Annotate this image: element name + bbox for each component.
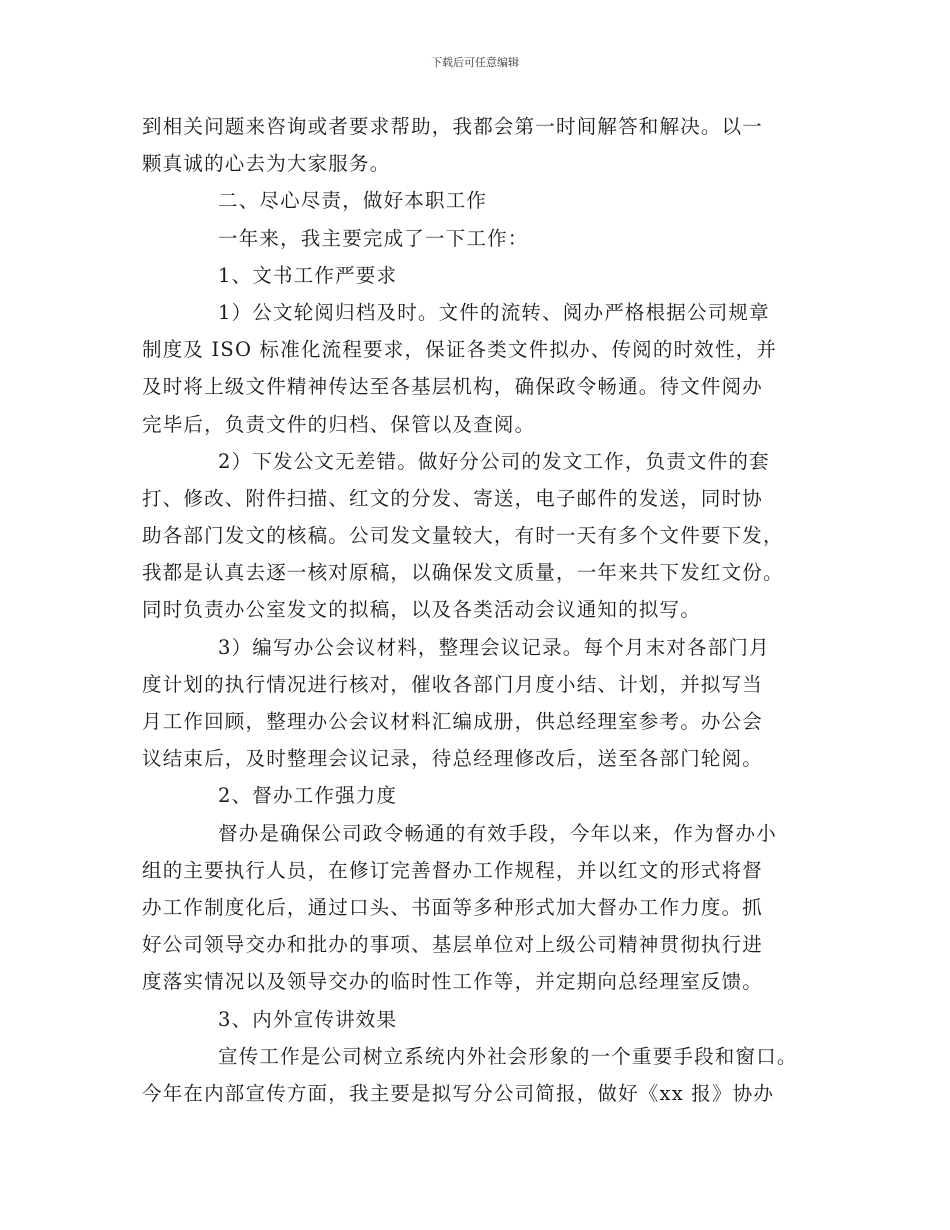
body-line: 月工作回顾，整理办公会议材料汇编成册，供总经理室参考。办公会 [142, 710, 764, 733]
body-line: 颗真诚的心去为大家服务。 [142, 152, 391, 176]
body-line: 议结束后，及时整理会议记录，待总经理修改后，送至各部门轮阅。 [142, 747, 764, 771]
body-line: 同时负责办公室发文的拟稿，以及各类活动会议通知的拟写。 [142, 598, 701, 622]
body-line: 及时将上级文件精神传达至各基层机构，确保政令畅通。待文件阅办 [142, 375, 764, 399]
body-line: 我都是认真去逐一核对原稿，以确保发文质量，一年来共下发红文份。 [142, 561, 784, 585]
subsection-heading: 1、文书工作严要求 [218, 263, 398, 287]
section-heading: 二、尽心尽责，做好本职工作 [218, 189, 488, 213]
body-line: 督办是确保公司政令畅通的有效手段，今年以来，作为督办小 [218, 821, 777, 845]
page-header-note: 下载后可任意编辑 [431, 56, 519, 69]
body-line: 今年在内部宣传方面，我主要是拟写分公司简报，做好《xx 报》协办 [142, 1081, 775, 1105]
subsection-heading: 2、督办工作强力度 [218, 784, 398, 808]
body-line: 助各部门发文的核稿。公司发文量较大，有时一天有多个文件要下发， [142, 524, 784, 548]
body-line: 宣传工作是公司树立系统内外社会形象的一个重要手段和窗口。 [218, 1044, 798, 1068]
document-body [142, 108, 822, 1112]
body-line: 办工作制度化后，通过口头、书面等多种形式加大督办工作力度。抓 [142, 895, 764, 919]
body-line: 1）公文轮阅归档及时。文件的流转、阅办严格根据公司规章 [218, 300, 770, 324]
body-line: 好公司领导交办和批办的事项、基层单位对上级公司精神贯彻执行进 [142, 933, 764, 957]
body-line: 完毕后，负责文件的归档、保管以及查阅。 [142, 412, 536, 436]
subsection-heading: 3、内外宣传讲效果 [218, 1007, 398, 1031]
body-line: 3）编写办公会议材料，整理会议记录。每个月末对各部门月 [218, 635, 770, 659]
body-line: 2）下发公文无差错。做好分公司的发文工作，负责文件的套 [218, 449, 770, 473]
body-line: 一年来，我主要完成了一下工作： [218, 226, 529, 250]
body-line: 到相关问题来咨询或者要求帮助，我都会第一时间解答和解决。以一 [142, 115, 764, 138]
body-line: 制度及 ISO 标准化流程要求，保证各类文件拟办、传阅的时效性，并 [142, 338, 778, 362]
body-line: 度落实情况以及领导交办的临时性工作等，并定期向总经理室反馈。 [142, 970, 764, 994]
body-line: 打、修改、附件扫描、红文的分发、寄送，电子邮件的发送，同时协 [142, 486, 764, 510]
body-line: 组的主要执行人员，在修订完善督办工作规程，并以红文的形式将督 [142, 858, 764, 882]
body-line: 度计划的执行情况进行核对，催收各部门月度小结、计划，并拟写当 [142, 672, 764, 696]
